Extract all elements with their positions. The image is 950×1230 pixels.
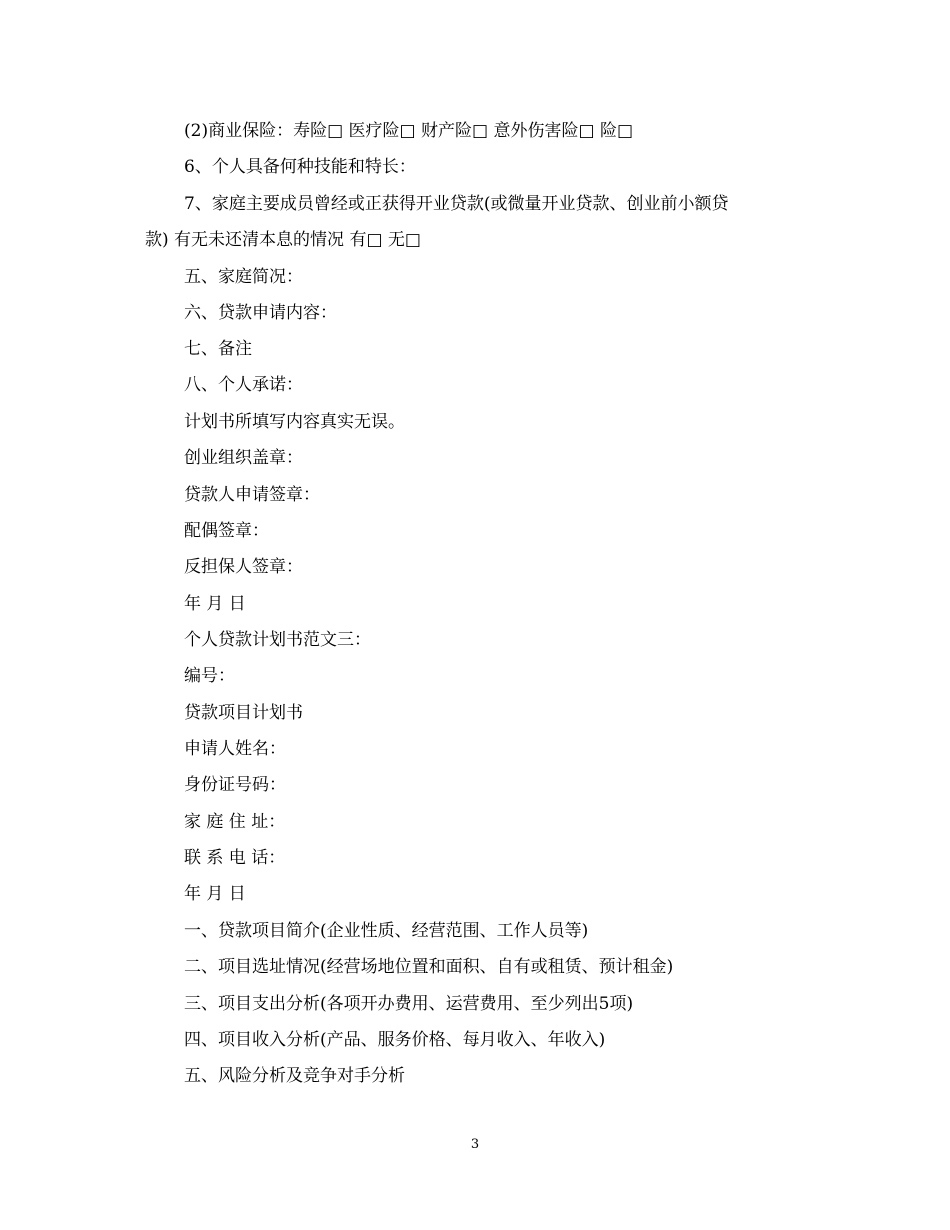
heading-family-overview: 五、家庭简况： — [184, 267, 303, 287]
label-org-seal: 创业组织盖章： — [184, 448, 303, 468]
text-line-family-loan: 7、家庭主要成员曾经或正获得开业贷款(或微量开业贷款、创业前小额贷 — [184, 194, 729, 214]
text-line-commitment: 计划书所填写内容真实无误。 — [184, 412, 405, 432]
label-applicant-name: 申请人姓名： — [184, 739, 286, 759]
label-spouse-signature: 配偶签章： — [184, 521, 269, 541]
date-line: 年 月 日 — [184, 884, 246, 904]
label-guarantor-signature: 反担保人签章： — [184, 557, 303, 577]
page-number: 3 — [470, 1137, 480, 1152]
section-risk-analysis: 五、风险分析及竞争对手分析 — [184, 1066, 405, 1086]
text-line-skills: 6、个人具备何种技能和特长： — [184, 157, 416, 177]
label-applicant-signature: 贷款人申请签章： — [184, 485, 320, 505]
label-id-number: 身份证号码： — [184, 775, 286, 795]
text-line-family-loan-cont: 款) 有无未还清本息的情况 有□ 无□ — [145, 230, 421, 250]
heading-sample-three: 个人贷款计划书范文三： — [184, 630, 371, 650]
heading-loan-application: 六、贷款申请内容： — [184, 303, 337, 323]
section-project-intro: 一、贷款项目简介(企业性质、经营范围、工作人员等) — [184, 921, 589, 941]
label-number: 编号： — [184, 666, 235, 686]
section-expense-analysis: 三、项目支出分析(各项开办费用、运营费用、至少列出5项) — [184, 994, 634, 1014]
label-home-address: 家 庭 住 址： — [184, 812, 286, 832]
section-income-analysis: 四、项目收入分析(产品、服务价格、每月收入、年收入) — [184, 1030, 606, 1050]
title-project-plan: 贷款项目计划书 — [184, 703, 303, 723]
date-line: 年 月 日 — [184, 594, 246, 614]
heading-remarks: 七、备注 — [184, 339, 252, 359]
section-site-selection: 二、项目选址情况(经营场地位置和面积、自有或租赁、预计租金) — [184, 957, 674, 977]
text-line-commercial-insurance: (2)商业保险：寿险□ 医疗险□ 财产险□ 意外伤害险□ 险□ — [184, 121, 634, 141]
label-phone: 联 系 电 话： — [184, 848, 286, 868]
heading-personal-commitment: 八、个人承诺： — [184, 375, 303, 395]
